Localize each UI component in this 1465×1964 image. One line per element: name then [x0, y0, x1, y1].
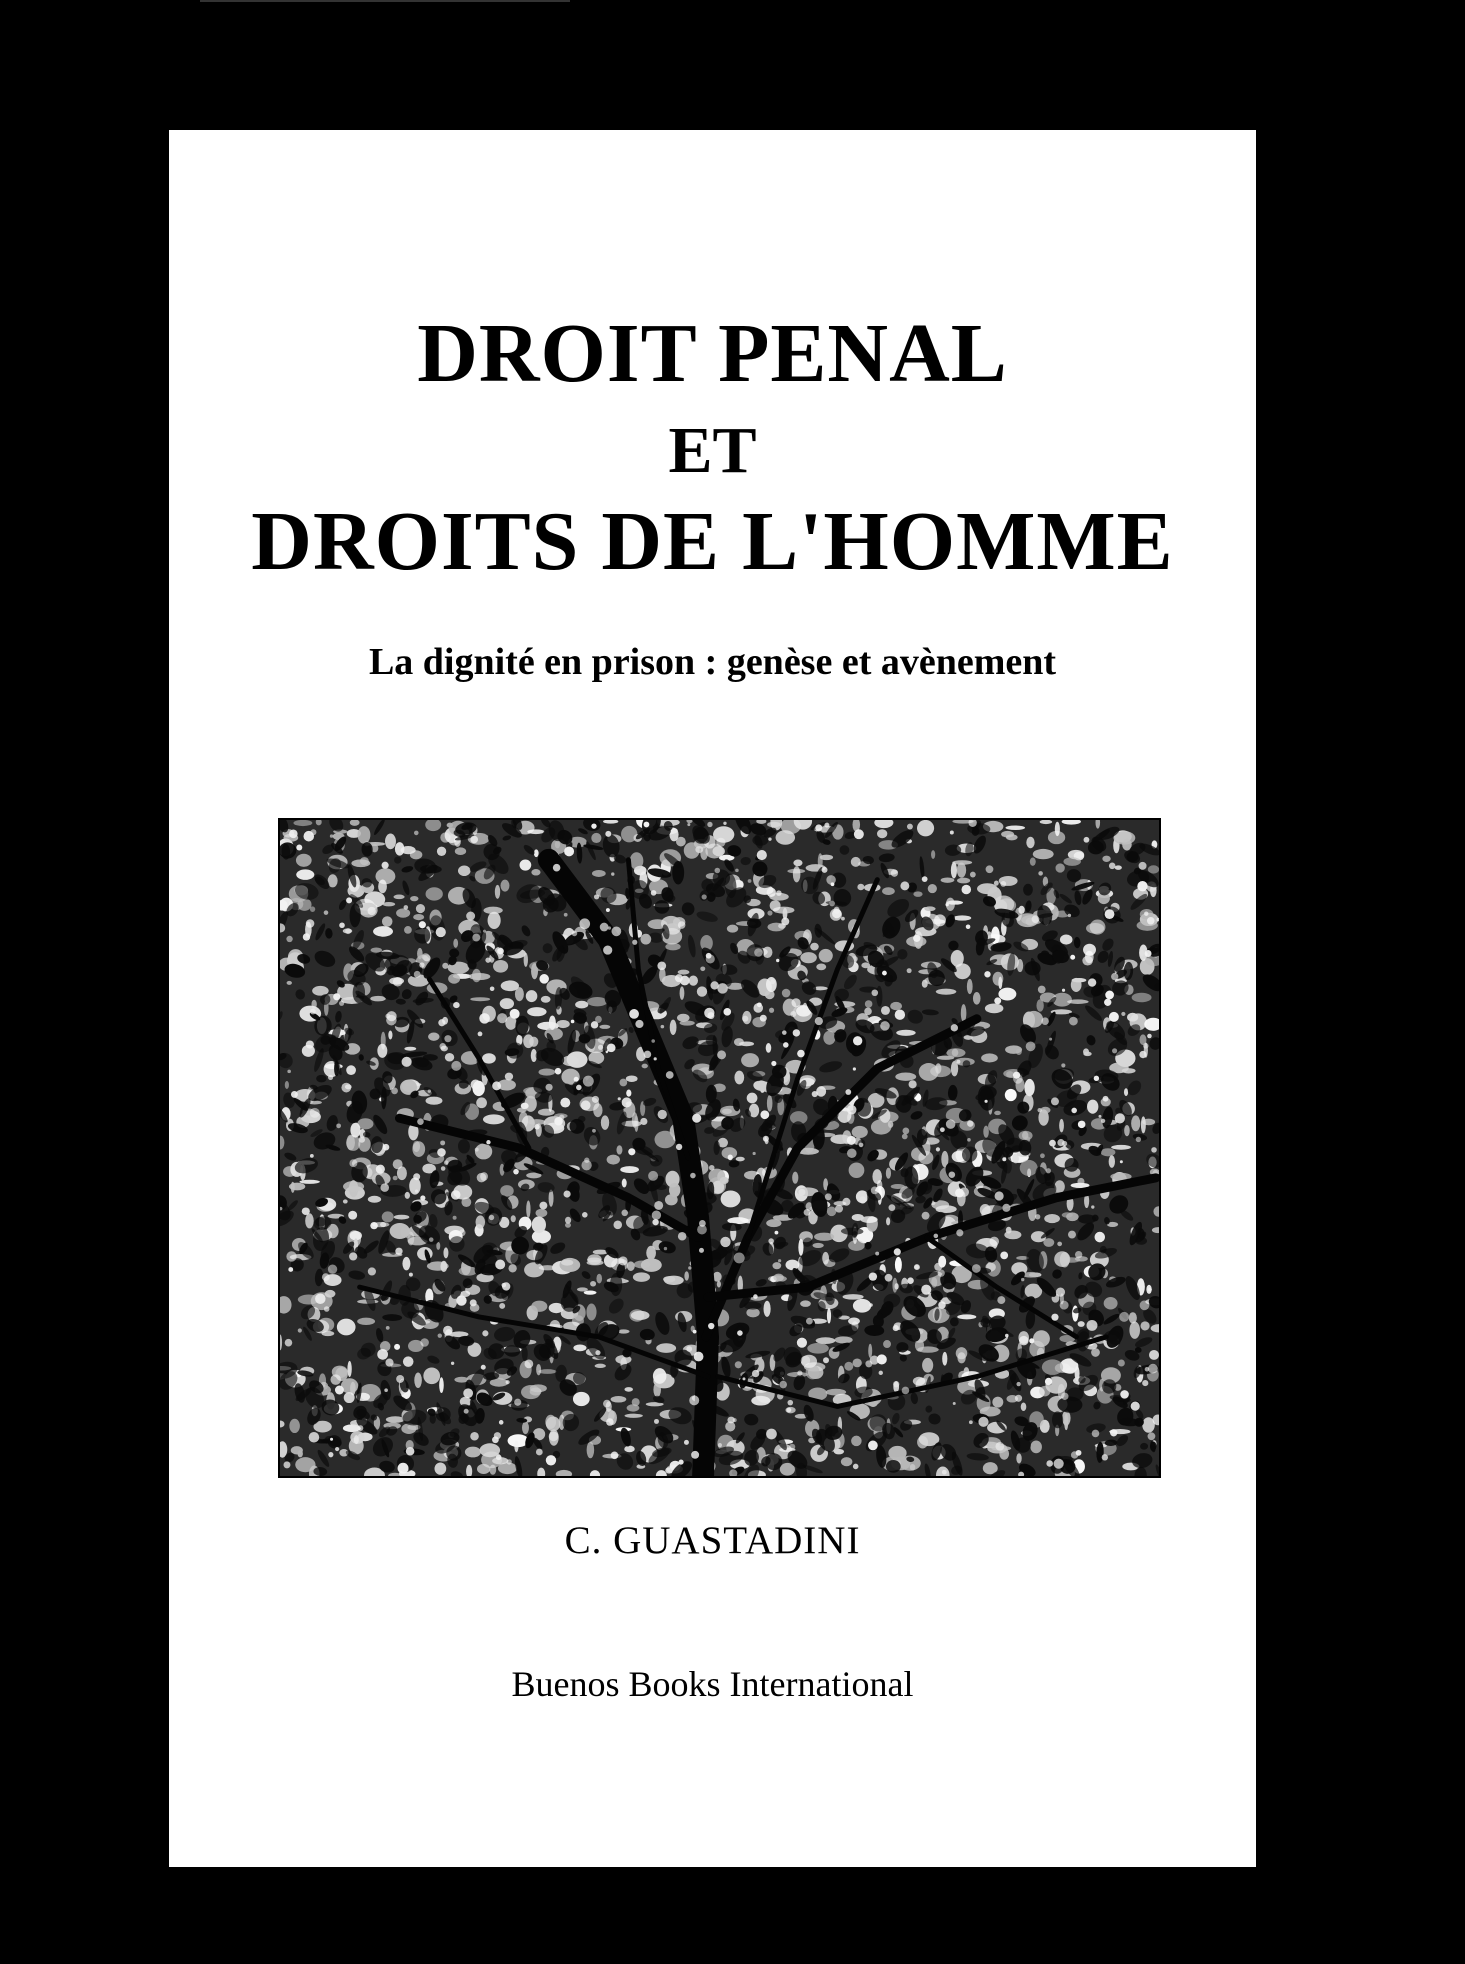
publisher-name: Buenos Books International: [511, 1664, 914, 1704]
top-edge-rule: [200, 0, 570, 2]
title-line-1: DROIT PENAL: [417, 307, 1008, 400]
tree-canopy-image: [280, 820, 1159, 1476]
tree-canopy-photo: [278, 818, 1161, 1478]
subtitle: La dignité en prison : genèse et avènement: [368, 641, 1057, 683]
title-line-3: DROITS DE L'HOMME: [251, 495, 1174, 588]
author-name: C. GUASTADINI: [564, 1519, 861, 1562]
title-line-2: ET: [668, 414, 757, 487]
book-cover: [169, 130, 1256, 1867]
